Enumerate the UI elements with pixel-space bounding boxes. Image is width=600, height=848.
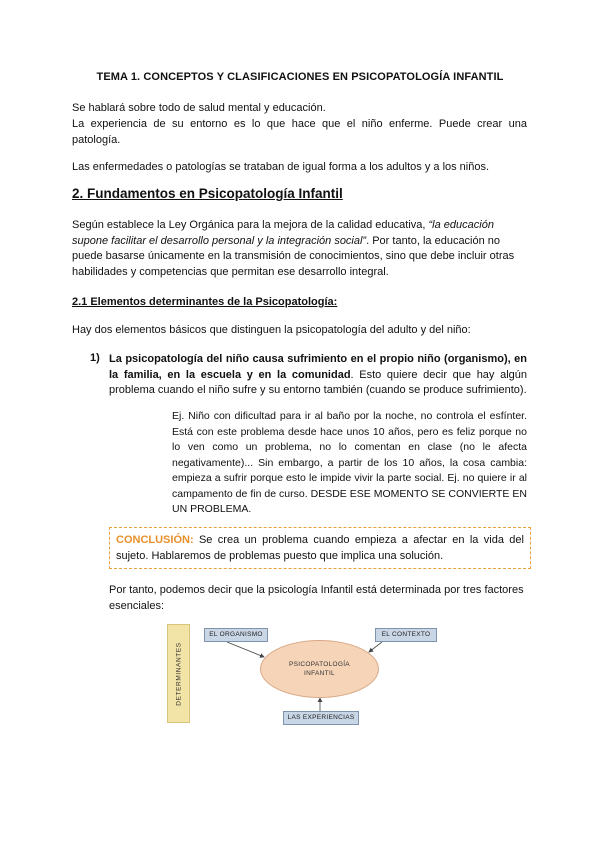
conclusion-text: Se crea un problema cuando empieza a afectar en la vida del sujeto. Hablaremos de problemas puesto que implica una solución. <box>116 534 524 562</box>
arrow-organism <box>227 642 264 657</box>
ellipse-line-1: PSICOPATOLOGÍA <box>289 661 350 668</box>
intro-line-3: Las enfermedades o patologías se trataban de igual forma a los adultos y a los niños. <box>72 161 490 173</box>
conclusion-label: CONCLUSIÓN: <box>116 534 194 546</box>
law-quote: “la educación supone facilitar el desarrollo personal y la integración social” <box>72 219 494 247</box>
paragraph-text-post: . Por tanto, la educación no puede basarse únicamente en la transmisión de conocimientos, sino que debe incluir otras habilidades y competencias que permitan ese desarrollo integral. <box>72 234 515 278</box>
paragraph-text-pre: Según establece la Ley Orgánica para la mejora de la calidad educativa, <box>72 219 429 231</box>
experiences-box: LAS EXPERIENCIAS <box>283 711 359 725</box>
ellipse-line-2: INFANTIL <box>304 670 335 677</box>
section-2-paragraph <box>72 218 527 280</box>
intro-line-2: La experiencia de su entorno es lo que hace que el niño enferme. Puede crear una patología. <box>72 118 527 146</box>
organism-box: EL ORGANISMO <box>204 628 268 642</box>
arrow-context <box>369 642 382 652</box>
document-title: TEMA 1. CONCEPTOS Y CLASIFICACIONES EN PSICOPATOLOGÍA INFANTIL <box>96 71 504 83</box>
list-item-bold: La psicopatología del niño causa sufrimiento en el propio niño (organismo), en la familia, en la escuela y en la comunidad <box>109 353 527 381</box>
psychopathology-ellipse <box>260 640 379 698</box>
determinants-diagram <box>167 624 437 728</box>
intro-line-1: Se hablará sobre todo de salud mental y educación. <box>72 102 326 114</box>
list-number: 1) <box>90 352 100 364</box>
section-2-1-intro: Hay dos elementos básicos que distinguen la psicopatología del adulto y del niño: <box>72 324 471 336</box>
section-2-heading: 2. Fundamentos en Psicopatología Infantil <box>72 186 343 201</box>
side-label-text: DETERMINANTES <box>175 641 182 706</box>
conclusion-box <box>109 527 531 569</box>
list-item-rest: . Esto quiere decir que hay algún problema cuando el niño sufre y su entorno también (cuando se produce sufrimiento). <box>109 368 528 396</box>
list-item <box>109 352 527 399</box>
example-paragraph: Ej. Niño con dificultad para ir al baño por la noche, no controla el esfínter. Está con este problema desde hace unos 10 años, pero es feliz porque no lo ven como un problema, no lo comentan en clase (no le afecta negativamente)... Sin embargo, a partir de los 10 años, la cosa cambia: empieza a sufrir porque esto le impide vivir la parte social. Ej. no quiere ir al campamento de fin de curso. DESDE ESE MOMENTO SE CONVIERTE EN UN PROBLEMA. <box>172 410 527 515</box>
context-box: EL CONTEXTO <box>375 628 437 642</box>
section-2-1-heading: 2.1 Elementos determinantes de la Psicopatología: <box>72 296 338 308</box>
factors-paragraph: Por tanto, podemos decir que la psicología Infantil está determinada por tres factores esenciales: <box>109 584 524 612</box>
